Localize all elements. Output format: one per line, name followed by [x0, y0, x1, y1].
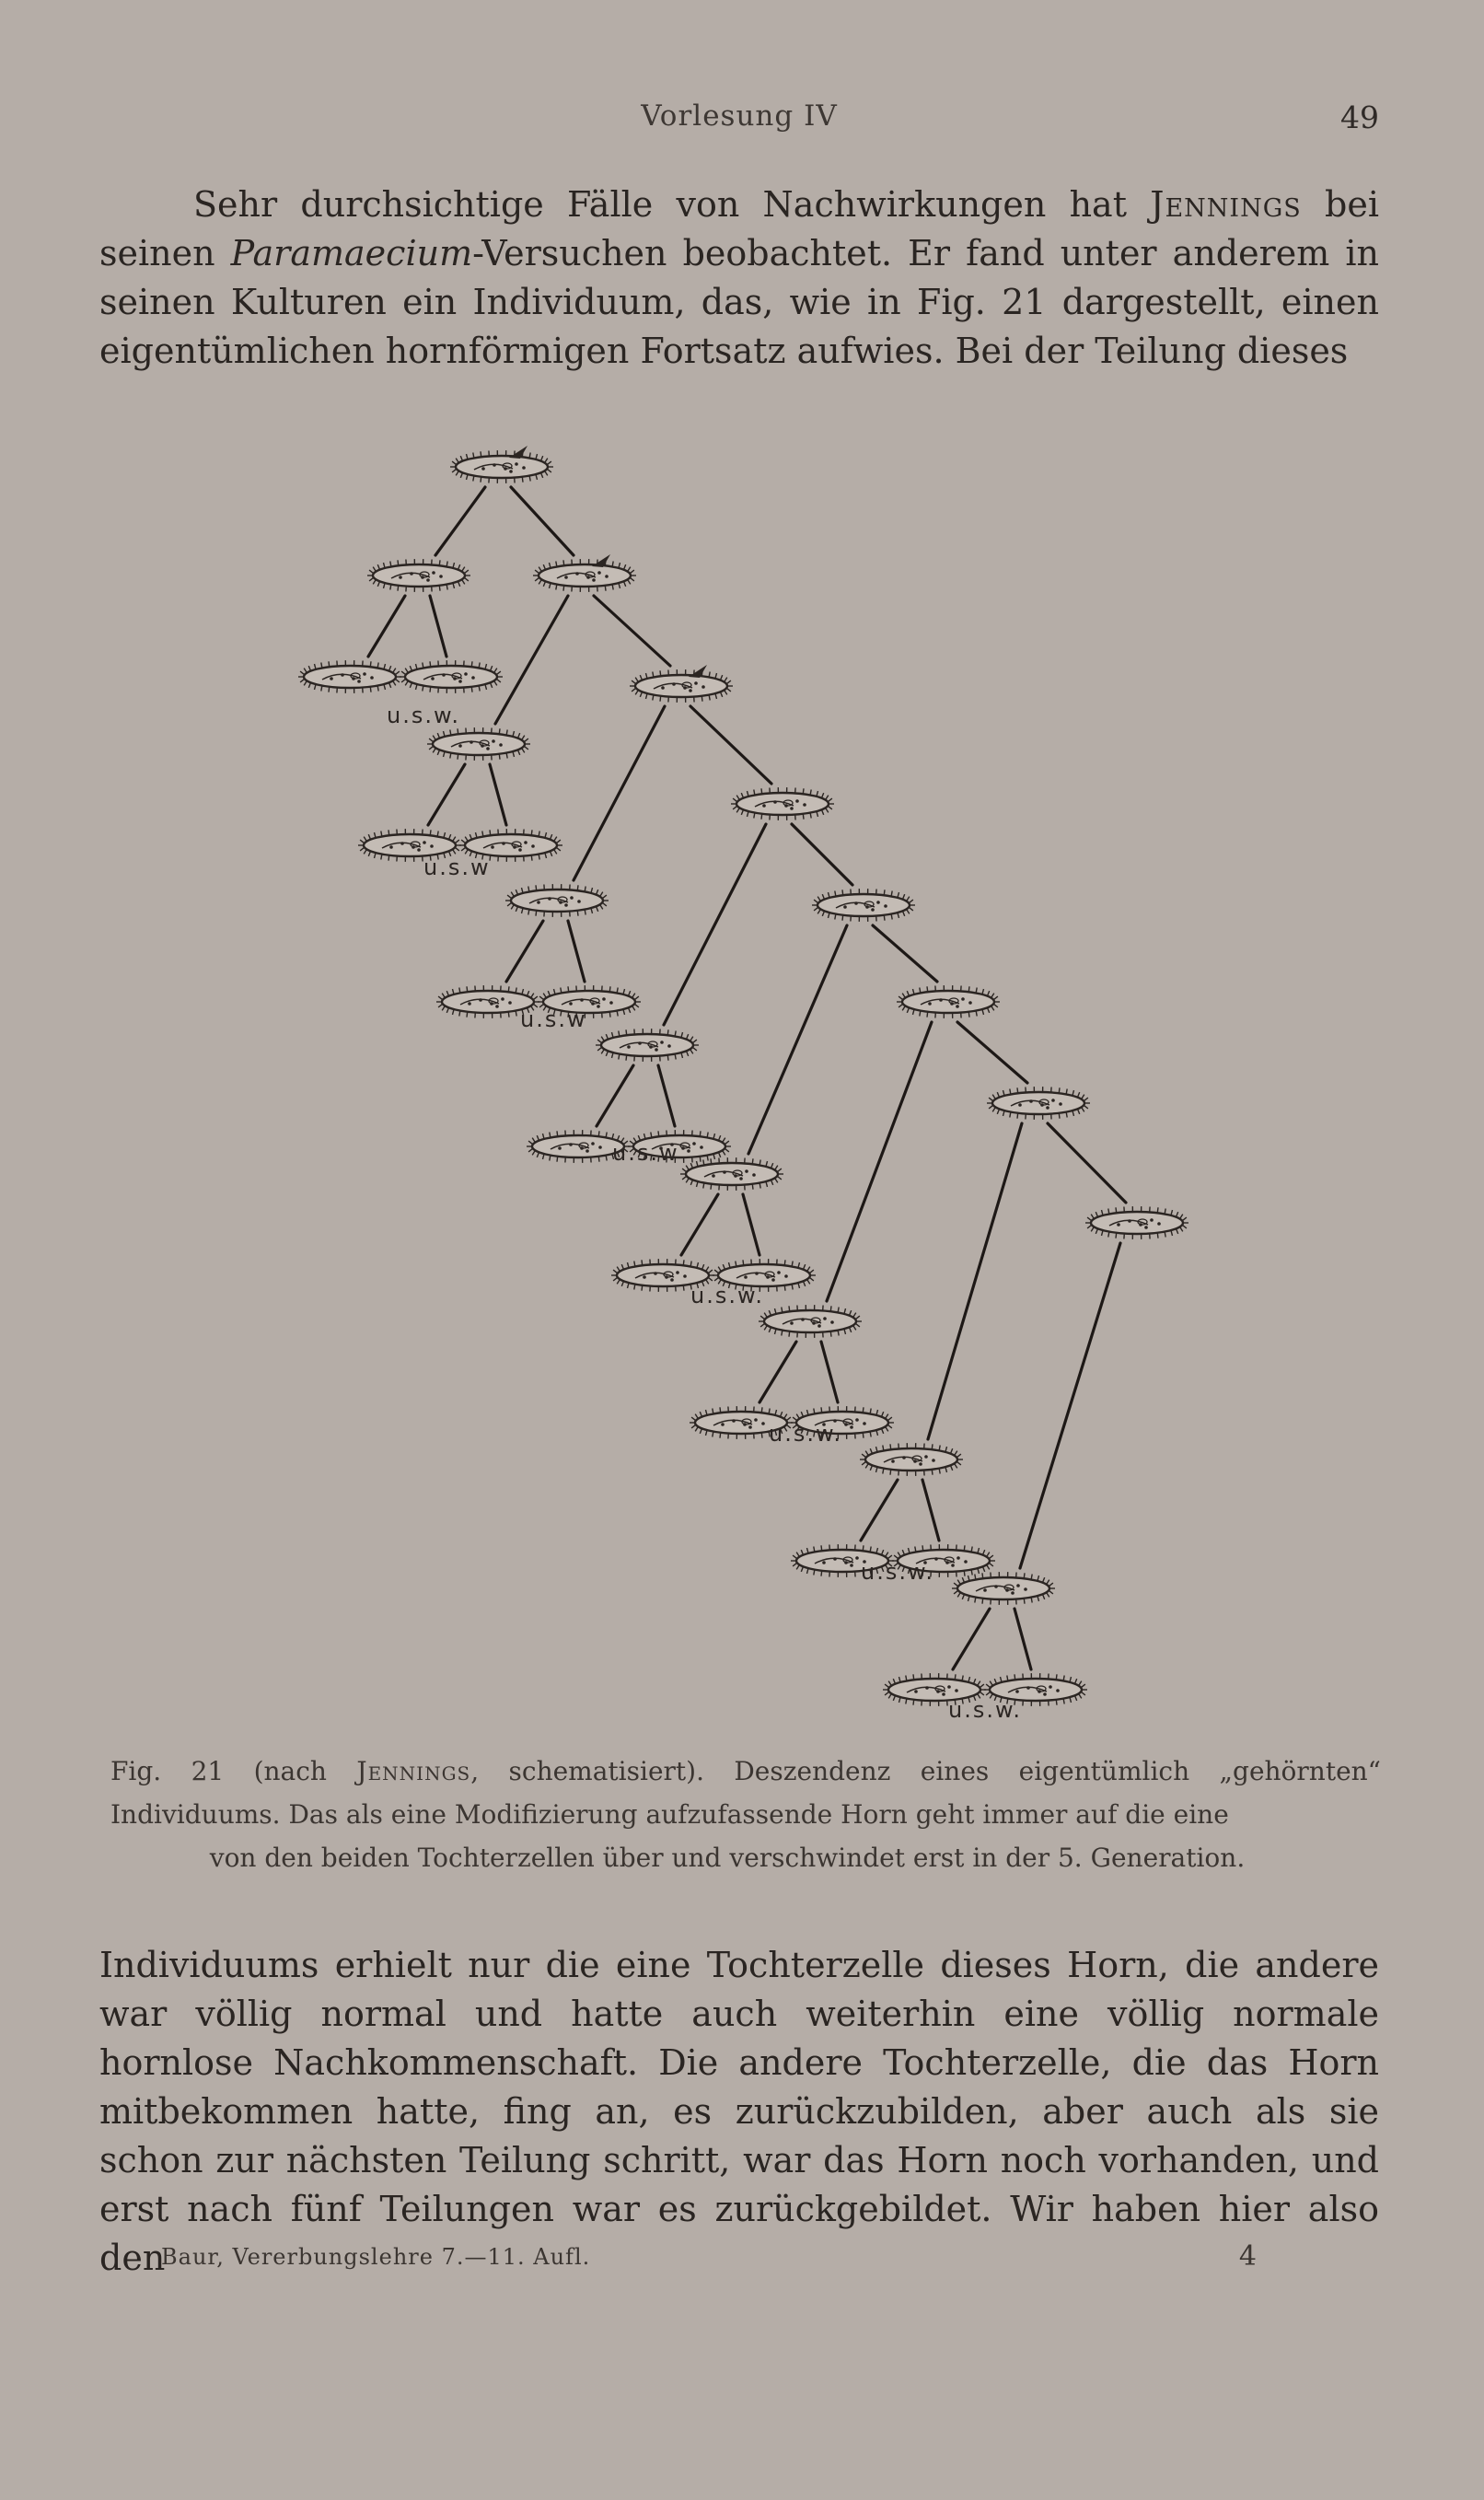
- subtree-link-right-3: [568, 921, 585, 982]
- normal-daughter-cell-8: [952, 1572, 1055, 1605]
- main-lineage-link-2: [594, 596, 670, 666]
- horned-lineage-cell-4: [731, 787, 834, 820]
- running-head: Vorlesung IV: [641, 99, 838, 133]
- footer-sheet-number: 4: [1238, 2240, 1257, 2273]
- subtree-link-left-4: [597, 1065, 633, 1126]
- branch-label-3: u.s.w: [520, 1006, 587, 1032]
- branch-label-7: u.s.w.: [861, 1559, 935, 1585]
- page-header: [99, 99, 1379, 145]
- branch-label-1: u.s.w.: [387, 703, 461, 728]
- subtree-link-left-1: [368, 596, 405, 657]
- main-lineage-link-4: [792, 824, 852, 885]
- subtree-link-right-1: [430, 596, 446, 657]
- lineage-lines: [368, 487, 1126, 1669]
- normal-daughter-cell-6: [759, 1305, 862, 1338]
- normal-daughter-cell-2: [427, 727, 530, 761]
- main-lineage-link-1: [511, 487, 574, 555]
- author-name: Jennings: [1150, 184, 1302, 225]
- daughter-link-2: [495, 596, 568, 724]
- caption-label: Fig. 21: [110, 1756, 225, 1786]
- daughter-link-4: [664, 824, 766, 1025]
- normal-daughter-cell-7: [860, 1443, 963, 1476]
- main-lineage-link-6: [957, 1022, 1027, 1083]
- subtree-link-left-3: [506, 921, 543, 982]
- subtree-link-left-6: [759, 1342, 796, 1402]
- daughter-link-6: [827, 1022, 932, 1301]
- subtree-link-right-6: [821, 1342, 838, 1402]
- figure-caption: [110, 1750, 1381, 1879]
- horned-lineage-cell-5: [812, 889, 915, 922]
- branch-label-2: u.s.w: [423, 855, 491, 880]
- caption-last-line: von den beiden Tochterzellen über und verschwindet erst in der 5. Generation.: [209, 1843, 1246, 1873]
- branch-label-8: u.s.w.: [948, 1697, 1023, 1723]
- page-number: 49: [1340, 99, 1379, 135]
- paragraph-1-text-a: Sehr durchsichtige Fälle von Nachwirkungen hat: [193, 184, 1151, 225]
- normal-daughter-cell-5: [680, 1157, 783, 1191]
- granddaughter-cell-left-1: [298, 660, 401, 693]
- horned-lineage-cell-1: [450, 446, 553, 483]
- branch-label-6: u.s.w.: [769, 1421, 843, 1447]
- main-lineage-link-7: [1048, 1123, 1126, 1203]
- paragraph-1-text-c: -Versuchen beobachtet. Er fand unter anderem in seinen Kulturen ein Individuum, das, wie in Fig. 21 dargestellt, einen eigentümlichen hornförmigen Fortsatz aufwies. Bei der Teilung dieses: [99, 233, 1379, 371]
- main-lineage-link-5: [873, 925, 937, 982]
- page-footer: [161, 2240, 1257, 2281]
- daughter-link-7: [928, 1123, 1022, 1439]
- main-lineage-link-3: [690, 706, 771, 784]
- branch-label-5: u.s.w.: [690, 1283, 765, 1308]
- daughter-link-8: [1020, 1243, 1120, 1568]
- branch-label-4: u.s.w: [612, 1140, 679, 1166]
- footer-signature: Baur, Vererbungslehre 7.—11. Aufl.: [161, 2244, 591, 2270]
- subtree-link-left-7: [861, 1480, 898, 1541]
- horned-lineage-cell-7: [987, 1087, 1090, 1120]
- horned-lineage-cell-2: [533, 554, 636, 592]
- figure-21: [285, 424, 1215, 1731]
- horned-lineage-cell-8: [1085, 1206, 1188, 1239]
- daughter-link-5: [748, 925, 847, 1154]
- subtree-link-right-5: [743, 1194, 759, 1255]
- subtree-link-left-5: [681, 1194, 718, 1255]
- paragraph-2-text: Individuums erhielt nur die eine Tochterzelle dieses Horn, die andere war völlig normal und hatte auch weiterhin eine völlig normale hornlose Nachkommenschaft. Die andere Tochterzelle, die das Horn mitbekommen hatte, fing an, es zurückzubilden, aber auch als sie schon zur nächsten Teilung schritt, war das Horn noch vorhanden, und erst nach fünf Teilungen war es zurückgebildet. Wir haben hier also den: [99, 1945, 1379, 2278]
- daughter-link-3: [574, 706, 665, 880]
- subtree-link-right-8: [1014, 1609, 1031, 1669]
- daughter-link-1: [435, 487, 485, 555]
- branch-labels: [387, 703, 1022, 1723]
- paragraph-2: [99, 1941, 1379, 2283]
- horned-lineage-cell-3: [630, 665, 733, 703]
- granddaughter-cell-right-1: [400, 660, 503, 693]
- cells: [298, 446, 1188, 1706]
- subtree-link-right-4: [658, 1065, 675, 1126]
- genus-name: Paramaecium: [230, 233, 473, 273]
- normal-daughter-cell-1: [367, 559, 470, 592]
- subtree-link-left-8: [953, 1609, 990, 1669]
- paragraph-1: [99, 180, 1379, 376]
- caption-author: Jennings: [356, 1756, 471, 1786]
- horned-lineage-cell-6: [897, 985, 1000, 1018]
- normal-daughter-cell-3: [505, 884, 609, 917]
- normal-daughter-cell-4: [596, 1029, 699, 1062]
- subtree-link-right-7: [922, 1480, 939, 1541]
- caption-source-close: , schematisiert).: [470, 1756, 704, 1786]
- caption-text: Deszendenz eines eigentümlich „gehörnten“ Individuums. Das als eine Modifizierung aufzufassende Horn geht immer auf die eine: [110, 1756, 1381, 1830]
- paragraph-1-text-b: bei seinen: [99, 184, 1379, 273]
- subtree-link-left-2: [428, 764, 465, 825]
- lineage-diagram: [285, 424, 1215, 1731]
- subtree-link-right-2: [490, 764, 506, 825]
- caption-source-open: (nach: [253, 1756, 357, 1786]
